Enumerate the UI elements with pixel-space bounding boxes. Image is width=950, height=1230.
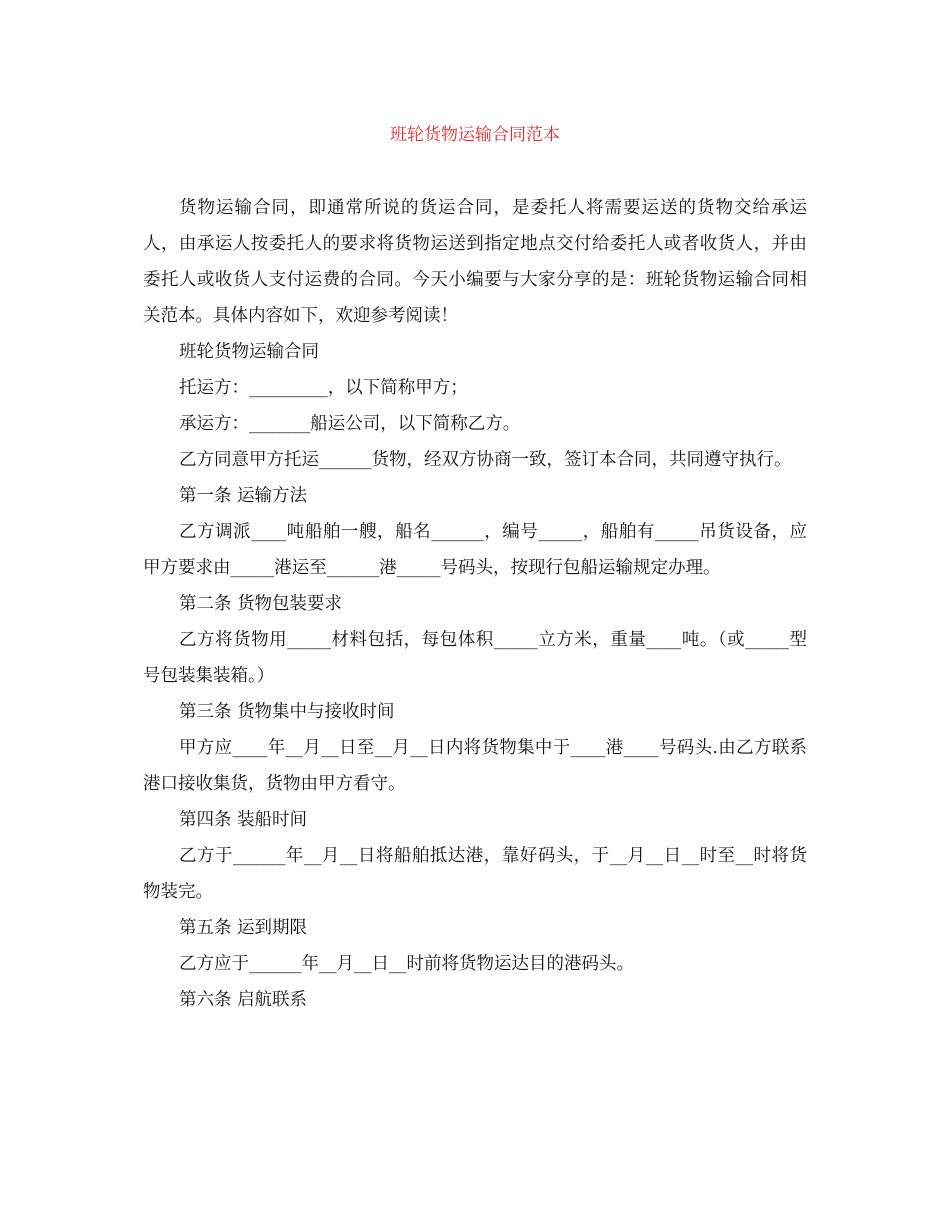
article-2-heading: 第二条 货物包装要求 (179, 594, 343, 614)
article-4-text: 乙方于______年__月__日将船舶抵达港，靠好码头，于__月__日__时至__时将货物装完。 (143, 846, 807, 902)
article-3-text: 甲方应____年__月__日至__月__日内将货物集中于____港____号码头.由乙方联系港口接收集货，货物由甲方看守。 (143, 738, 807, 794)
article-1-text: 乙方调派____吨船舶一艘，船名______，编号_____，船舶有_____吊货设备，应甲方要求由_____港运至______港_____号码头，按现行包船运输规定办理。 (143, 522, 807, 578)
article-3-heading: 第三条 货物集中与接收时间 (179, 702, 395, 722)
agreement-paragraph: 乙方同意甲方托运______货物，经双方协商一致，签订本合同，共同遵守执行。 (179, 450, 792, 470)
article-5-text: 乙方应于______年__月__日__时前将货物运达目的港码头。 (179, 954, 634, 974)
document-title: 班轮货物运输合同范本 (390, 125, 560, 145)
article-6-heading: 第六条 启航联系 (179, 990, 308, 1010)
article-1-heading: 第一条 运输方法 (179, 486, 308, 506)
article-2-text: 乙方将货物用_____材料包括，每包体积_____立方米，重量____吨。（或_____型号包装集装箱。） (143, 630, 807, 686)
document-body (143, 190, 807, 1018)
intro-paragraph: 货物运输合同，即通常所说的货运合同，是委托人将需要运送的货物交给承运人，由承运人按委托人的要求将货物运送到指定地点交付给委托人或者收货人，并由委托人或收货人支付运费的合同。今天小编要与大家分享的是：班轮货物运输合同相关范本。具体内容如下，欢迎参考阅读！ (143, 198, 807, 326)
shipper-line: 托运方：_________，以下简称甲方； (179, 378, 468, 398)
article-5-heading: 第五条 运到期限 (179, 918, 308, 938)
article-4-heading: 第四条 装船时间 (179, 810, 308, 830)
carrier-line: 承运方：_______船运公司，以下简称乙方。 (179, 414, 521, 434)
contract-heading: 班轮货物运输合同 (179, 342, 319, 362)
